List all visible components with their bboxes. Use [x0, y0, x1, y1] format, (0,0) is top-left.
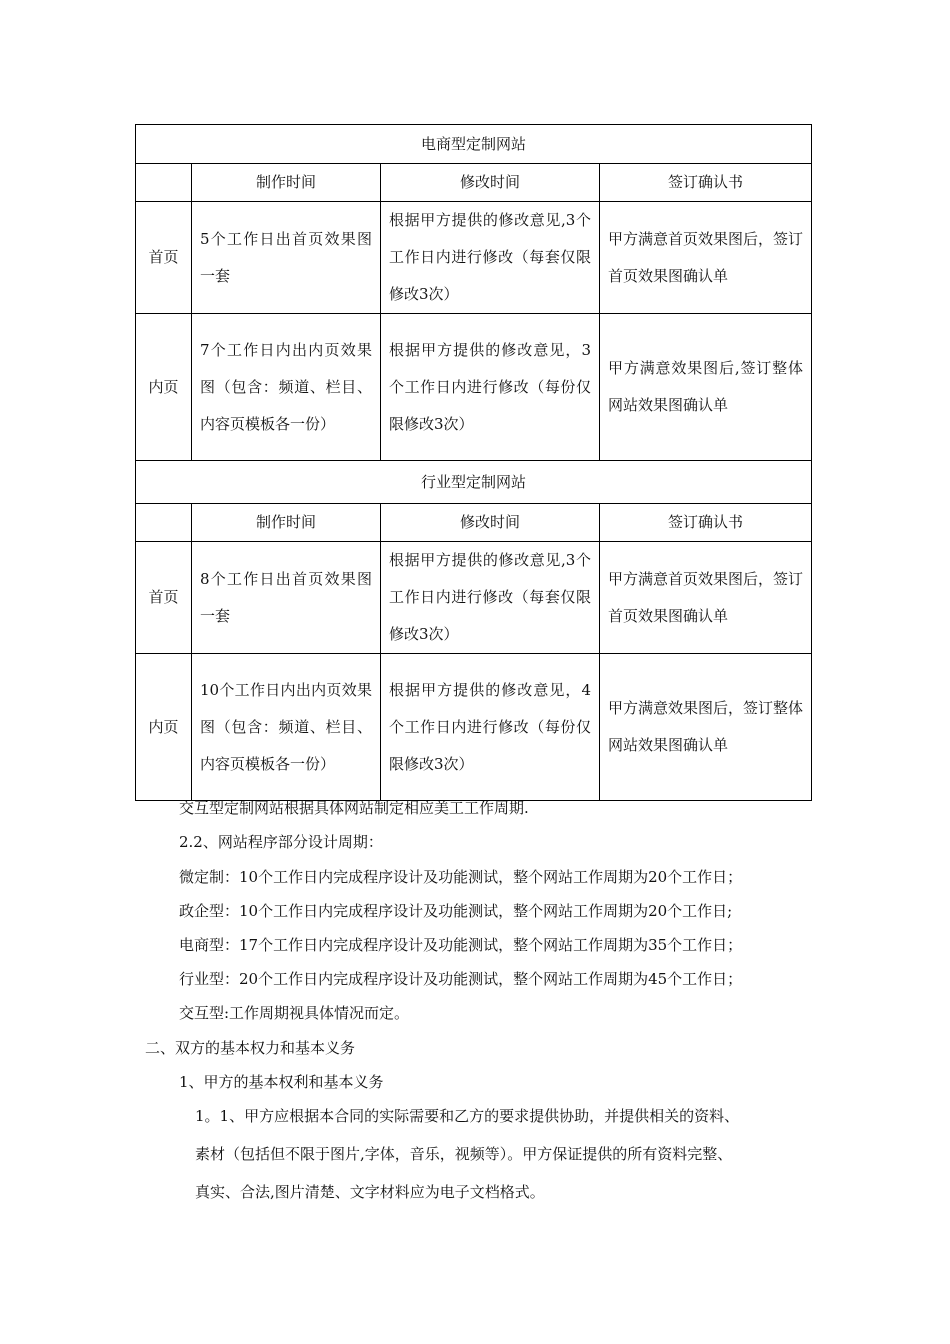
cycle-industry: 行业型：20个工作日内完成程序设计及功能测试，整个网站工作周期为45个工作日；: [179, 970, 743, 988]
interactive-art-note: 交互型定制网站根据具体网站制定相应美工工作周期.: [179, 799, 529, 817]
cycle-micro: 微定制：10个工作日内完成程序设计及功能测试，整个网站工作周期为20个工作日；: [179, 868, 743, 886]
cycle-ecom: 电商型：17个工作日内完成程序设计及功能测试，整个网站工作周期为35个工作日；: [179, 936, 743, 954]
table-row: [136, 542, 812, 654]
header-cell-make-time: 制作时间: [192, 504, 381, 542]
row-label: 首页: [136, 542, 192, 654]
revise-time-cell: 根据甲方提供的修改意见,3个工作日内进行修改（每套仅限修改3次）: [381, 202, 600, 314]
header-cell-empty: [136, 164, 192, 202]
revise-time-cell: 根据甲方提供的修改意见，4个工作日内进行修改（每份仅限修改3次）: [381, 654, 600, 801]
clause-1-1-line-3: 真实、合法,图片清楚、文字材料应为电子文档格式。: [195, 1183, 545, 1201]
cycle-gov: 政企型：10个工作日内完成程序设计及功能测试，整个网站工作周期为20个工作日;: [179, 902, 733, 920]
table-row: [136, 654, 812, 801]
header-cell-revise-time: 修改时间: [381, 164, 600, 202]
make-time-cell: 10个工作日内出内页效果图（包含：频道、栏目、内容页模板各一份）: [192, 654, 381, 801]
sign-cell: 甲方满意首页效果图后，签订首页效果图确认单: [600, 542, 812, 654]
section-title: 行业型定制网站: [136, 461, 812, 504]
schedule-table: [135, 124, 812, 801]
cycle-interactive: 交互型:工作周期视具体情况而定。: [179, 1004, 410, 1022]
make-time-cell: 5个工作日出首页效果图一套: [192, 202, 381, 314]
section-2-2-heading: 2.2、网站程序部分设计周期：: [179, 833, 383, 851]
header-cell-make-time: 制作时间: [192, 164, 381, 202]
header-cell-revise-time: 修改时间: [381, 504, 600, 542]
table-row: [136, 314, 812, 461]
sign-cell: 甲方满意效果图后,签订整体网站效果图确认单: [600, 314, 812, 461]
section-title: 电商型定制网站: [136, 125, 812, 164]
header-cell-sign: 签订确认书: [600, 504, 812, 542]
section-title-row: [136, 461, 812, 504]
table-row: [136, 202, 812, 314]
row-label: 首页: [136, 202, 192, 314]
revise-time-cell: 根据甲方提供的修改意见，3个工作日内进行修改（每份仅限修改3次）: [381, 314, 600, 461]
make-time-cell: 7个工作日内出内页效果图（包含：频道、栏目、内容页模板各一份）: [192, 314, 381, 461]
heading-rights-obligations: 二、双方的基本权力和基本义务: [145, 1039, 356, 1057]
row-label: 内页: [136, 654, 192, 801]
sign-cell: 甲方满意首页效果图后，签订首页效果图确认单: [600, 202, 812, 314]
sign-cell: 甲方满意效果图后，签订整体网站效果图确认单: [600, 654, 812, 801]
make-time-cell: 8个工作日出首页效果图一套: [192, 542, 381, 654]
clause-1-1-line-1: 1。1、甲方应根据本合同的实际需要和乙方的要求提供协助，并提供相关的资料、: [195, 1107, 740, 1125]
section-title-row: [136, 125, 812, 164]
row-label: 内页: [136, 314, 192, 461]
header-row: [136, 164, 812, 202]
heading-party-a: 1、甲方的基本权利和基本义务: [179, 1073, 384, 1091]
header-row: [136, 504, 812, 542]
header-cell-sign: 签订确认书: [600, 164, 812, 202]
header-cell-empty: [136, 504, 192, 542]
clause-1-1-line-2: 素材（包括但不限于图片,字体，音乐，视频等）。甲方保证提供的所有资料完整、: [195, 1145, 733, 1163]
revise-time-cell: 根据甲方提供的修改意见,3个工作日内进行修改（每套仅限修改3次）: [381, 542, 600, 654]
